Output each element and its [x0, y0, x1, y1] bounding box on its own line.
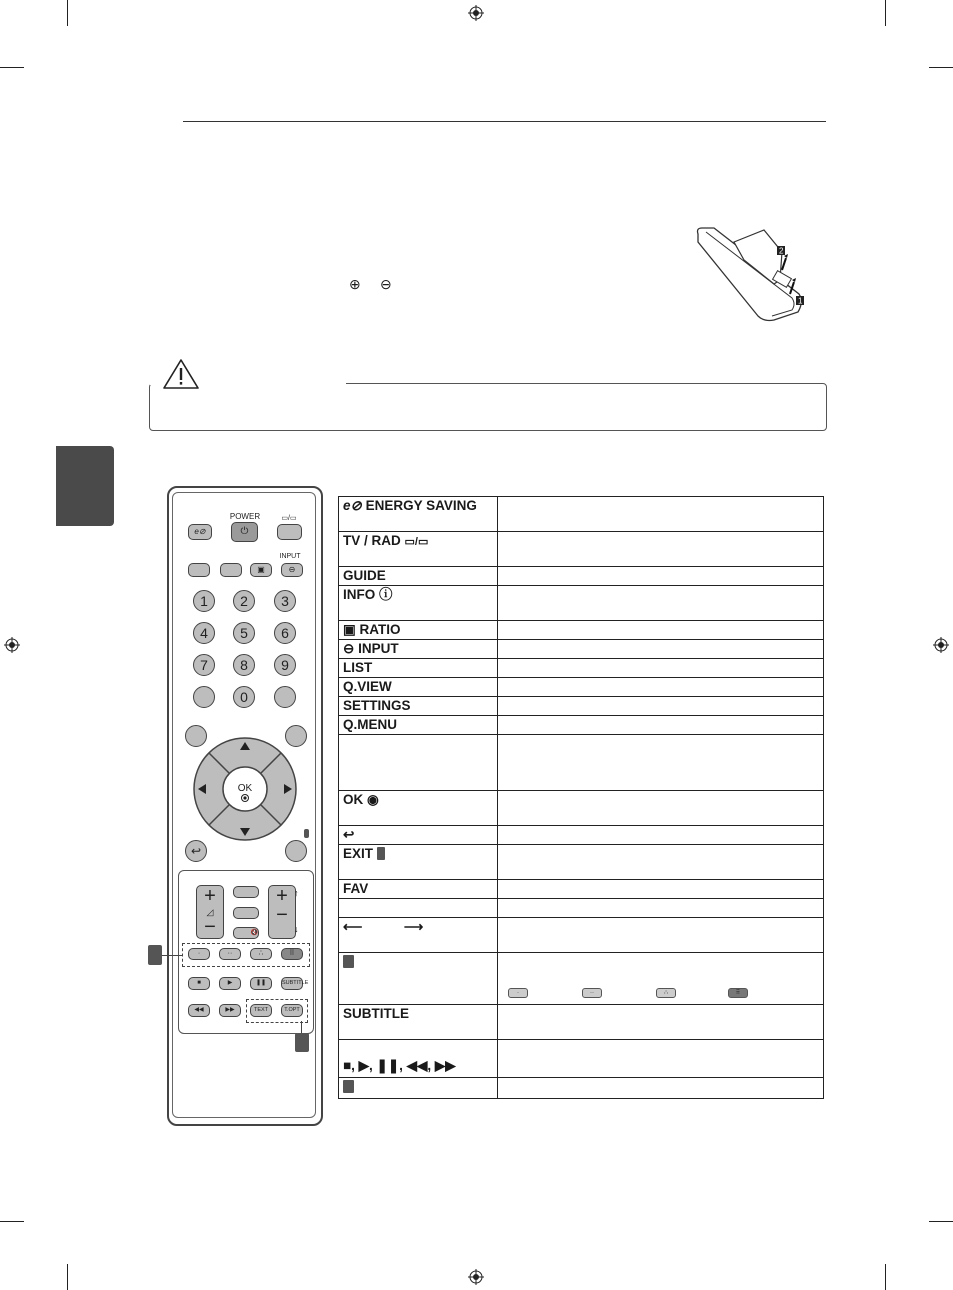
fast-forward-button[interactable]: ▶▶ [219, 1004, 241, 1017]
green-button[interactable]: ·· [219, 948, 241, 960]
rewind-button[interactable]: ◀◀ [188, 1004, 210, 1017]
list-button[interactable] [193, 686, 215, 708]
number-button-5[interactable]: 5 [233, 622, 255, 644]
row-key: FAV [339, 880, 498, 899]
q-view-button[interactable] [274, 686, 296, 708]
energy-saving-icon: e⊘ [343, 498, 362, 513]
row-key: EXIT [343, 846, 374, 861]
volume-rocker[interactable]: + ◿ − [196, 885, 224, 939]
battery-cover-illustration [694, 222, 809, 322]
input-icon: ⊖ [343, 641, 355, 656]
table-row [339, 918, 824, 953]
table-row [339, 659, 824, 678]
play-button[interactable]: ▶ [219, 977, 241, 990]
registration-mark-icon [4, 637, 20, 653]
registration-mark-icon [468, 1269, 484, 1285]
energy-saving-button[interactable]: e⊘ [188, 524, 212, 540]
ok-button-label: OK [237, 783, 253, 794]
row-key: LIST [339, 659, 498, 678]
table-row [339, 735, 824, 791]
step-one-label: 1 [798, 296, 803, 306]
table-row [339, 640, 824, 659]
exit-marker [304, 829, 309, 838]
exit-button[interactable] [285, 840, 307, 862]
guide-button[interactable] [188, 563, 210, 577]
row-key: INPUT [358, 641, 399, 656]
info-button[interactable] [220, 563, 242, 577]
table-row [339, 1078, 824, 1099]
table-row [339, 953, 824, 1005]
callout-marker [148, 945, 162, 965]
warning-triangle-icon [162, 358, 200, 390]
row-key: Q.MENU [339, 716, 498, 735]
crop-mark [0, 1221, 24, 1222]
red-button[interactable]: · [188, 948, 210, 960]
color-button-red: · [508, 988, 528, 998]
table-row [339, 567, 824, 586]
number-button-6[interactable]: 6 [274, 622, 296, 644]
table-row [339, 716, 824, 735]
tv-radio-icon: ▭/▭ [281, 515, 297, 522]
row-key: SUBTITLE [339, 1005, 498, 1040]
registration-mark-icon [933, 637, 949, 653]
number-button-1[interactable]: 1 [193, 590, 215, 612]
color-button-green: ·· [582, 988, 602, 998]
crop-mark [0, 67, 24, 68]
number-button-7[interactable]: 7 [193, 654, 215, 676]
registration-mark-icon [468, 5, 484, 21]
crop-mark [67, 0, 68, 26]
row-key [339, 899, 498, 918]
fav-button[interactable] [233, 886, 259, 898]
number-button-8[interactable]: 8 [233, 654, 255, 676]
ok-dot-icon: ◉ [367, 792, 379, 807]
info-icon: ⓘ [379, 587, 393, 602]
row-key: ENERGY SAVING [365, 498, 477, 513]
button-function-table [338, 496, 824, 1099]
pause-button[interactable]: ❚❚ [250, 977, 272, 990]
table-row [339, 791, 824, 826]
row-key: TV / RAD [343, 533, 401, 548]
row-key [339, 735, 498, 791]
chapter-tab [56, 446, 114, 526]
exit-door-icon [377, 847, 385, 860]
block-icon [343, 1080, 354, 1093]
stop-button[interactable]: ■ [188, 977, 210, 990]
mute-button[interactable]: 🔇 [233, 927, 259, 939]
header-rule [183, 121, 826, 122]
back-arrow-icon: ↩ [343, 827, 355, 842]
ratio-button[interactable]: ▣ [250, 563, 272, 577]
color-button-yellow: ∴ [656, 988, 676, 998]
color-button-blue: ⠿ [728, 988, 748, 998]
input-label: INPUT [279, 553, 301, 560]
number-button-4[interactable]: 4 [193, 622, 215, 644]
row-key: GUIDE [339, 567, 498, 586]
plus-terminal-icon: ⊕ [349, 276, 361, 292]
ratio-icon: ▣ [343, 622, 356, 637]
number-button-3[interactable]: 3 [274, 590, 296, 612]
page-up-icon: ↑ [294, 888, 299, 898]
minus-terminal-icon: ⊖ [380, 276, 392, 292]
row-key: SETTINGS [339, 697, 498, 716]
callout-marker [295, 1033, 309, 1052]
caution-box [149, 383, 827, 431]
page-left-arrow-icon: ⟵ [343, 919, 363, 934]
row-key: Q.VIEW [339, 678, 498, 697]
table-row [339, 899, 824, 918]
page-right-arrow-icon: ⟶ [403, 919, 424, 934]
tv-radio-icon: ▭/▭ [404, 536, 429, 548]
playback-controls-key: ■, ▶, ❚❚, ◀◀, ▶▶ [339, 1040, 498, 1078]
callout-line [162, 955, 182, 956]
back-button[interactable]: ↩ [185, 840, 207, 862]
crop-mark [67, 1264, 68, 1290]
subtitle-button[interactable]: SUBTITLE [281, 977, 303, 990]
number-button-2[interactable]: 2 [233, 590, 255, 612]
table-row [339, 586, 824, 621]
crop-mark [885, 1264, 886, 1290]
av-mode-button[interactable] [233, 907, 259, 919]
table-row [339, 845, 824, 880]
program-rocker[interactable]: + − [268, 885, 296, 939]
blue-button[interactable]: ⠿ [281, 948, 303, 960]
table-row [339, 678, 824, 697]
table-row [339, 621, 824, 640]
number-button-9[interactable]: 9 [274, 654, 296, 676]
table-row [339, 880, 824, 899]
callout-line [301, 1021, 302, 1033]
crop-mark [885, 0, 886, 26]
yellow-button[interactable]: ∴ [250, 948, 272, 960]
text-button[interactable]: TEXT [250, 1004, 272, 1017]
input-button[interactable]: ⊖ [281, 563, 303, 577]
table-row [339, 532, 824, 567]
t-opt-button[interactable]: T.OPT [281, 1004, 303, 1017]
navigation-pad[interactable] [192, 736, 298, 842]
tv-radio-button[interactable] [277, 524, 302, 540]
power-button[interactable]: ⏻ [231, 522, 258, 542]
row-key: OK [343, 792, 364, 807]
color-block-icon [343, 955, 354, 968]
table-row [339, 497, 824, 532]
table-row [339, 1005, 824, 1040]
table-row [339, 697, 824, 716]
table-row [339, 826, 824, 845]
step-two-label: 2 [779, 246, 784, 256]
row-key: INFO [343, 587, 376, 602]
page-down-icon: ↓ [294, 924, 299, 934]
row-key: RATIO [359, 622, 401, 637]
number-button-0[interactable]: 0 [233, 686, 255, 708]
crop-mark [929, 67, 953, 68]
table-row [339, 1040, 824, 1078]
crop-mark [929, 1221, 953, 1222]
power-label: POWER [229, 512, 261, 521]
